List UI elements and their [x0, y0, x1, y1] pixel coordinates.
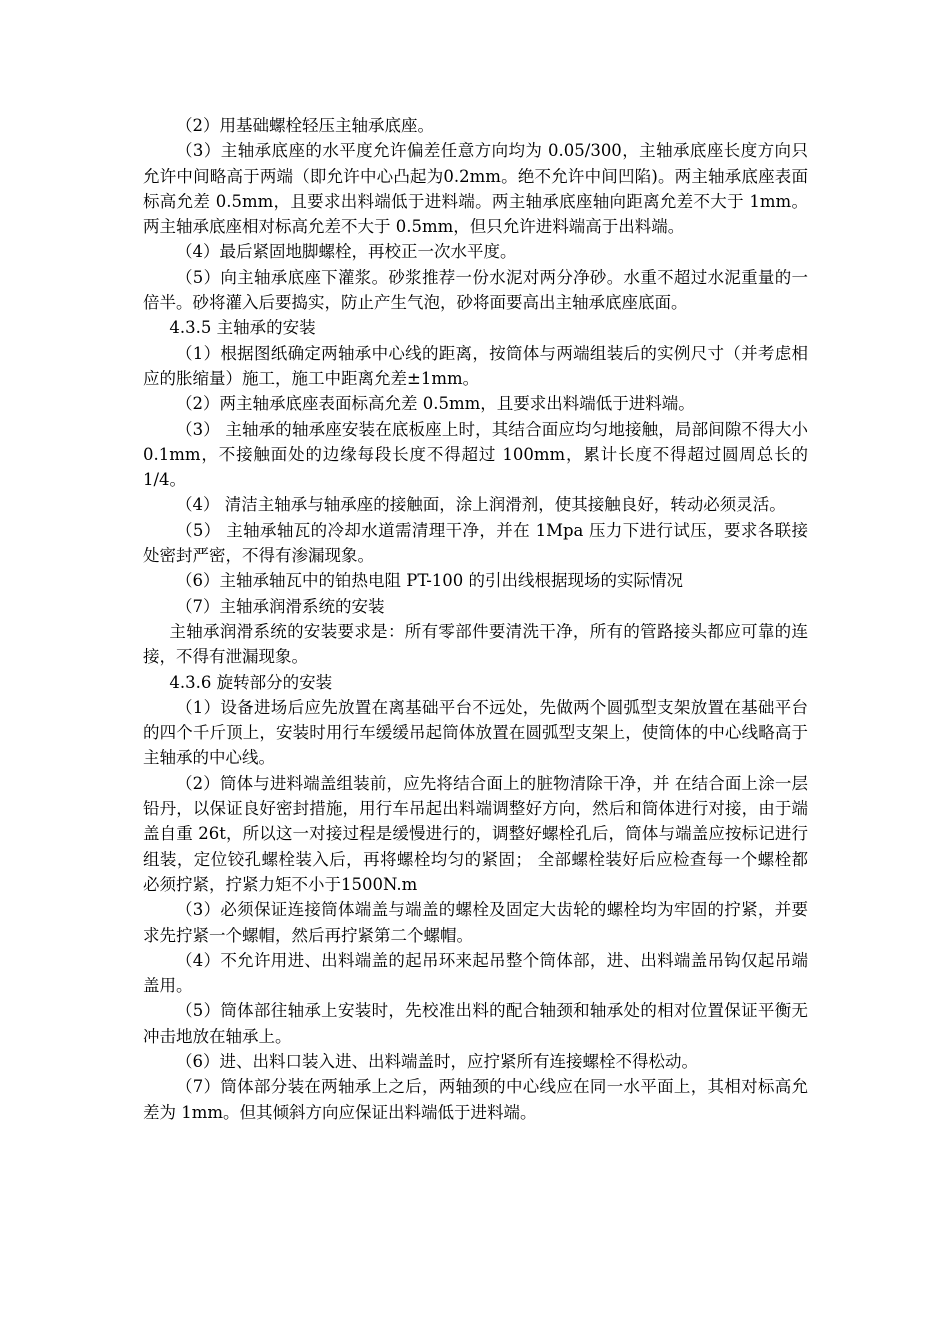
paragraph: （7）主轴承润滑系统的安装	[176, 596, 385, 616]
paragraph: （4）最后紧固地脚螺栓，再校正一次水平度。	[176, 242, 517, 262]
document-page	[143, 113, 808, 1125]
paragraph: （3） 主轴承的轴承座安装在底板座上时，其结合面应均匀地接触，局部间隙不得大小 0.1mm，不接触面处的边缘每段长度不得超过 100mm，累计长度不得超过圆周总长的 1/4。	[143, 419, 808, 490]
paragraph: （6）主轴承轴瓦中的铂热电阻 PT-100 的引出线根据现场的实际情况	[176, 571, 684, 591]
paragraph: （7）筒体部分装在两轴承上之后，两轴颈的中心线应在同一水平面上，其相对标高允差为 1mm。但其倾斜方向应保证出料端低于进料端。	[143, 1077, 808, 1122]
paragraph: （1）设备进场后应先放置在离基础平台不远处，先做两个圆弧型支架放置在基础平台的四个千斤顶上，安装时用行车缓缓吊起筒体放置在圆弧型支架上，使筒体的中心线略高于主轴承的中心线。	[143, 697, 808, 768]
paragraph: （2）筒体与进料端盖组装前，应先将结合面上的脏物清除干净，并 在结合面上涂一层铅丹，以保证良好密封措施，用行车吊起出料端调整好方向，然后和筒体进行对接，由于端盖自重 26t，所以这一对接过程是缓慢进行的，调整好螺栓孔后，筒体与端盖应按标记进行组装，定位铰孔螺栓装入后，再将螺栓均匀的紧固； 全部螺栓装好后应检查每一个螺栓都必须拧紧，拧紧力矩不小于1500N.m	[143, 773, 808, 894]
paragraph: （5）向主轴承底座下灌浆。砂浆推荐一份水泥对两分净砂。水重不超过水泥重量的一倍半。砂将灌入后要捣实，防止产生气泡，砂将面要高出主轴承底座底面。	[143, 267, 808, 313]
paragraph: （4）不允许用进、出料端盖的起吊环来起吊整个筒体部，进、出料端盖吊钩仅起吊端盖用。	[143, 950, 808, 996]
paragraph: （5） 主轴承轴瓦的冷却水道需清理干净，并在 1Mpa 压力下进行试压，要求各联接处密封严密，不得有渗漏现象。	[143, 520, 808, 566]
paragraph: （3）主轴承底座的水平度允许偏差任意方向均为 0.05/300，主轴承底座长度方向只允许中间略高于两端（即允许中心凸起为0.2mm。绝不允许中间凹陷)。两主轴承底座表面标高允差 0.5mm，且要求出料端低于进料端。两主轴承底座轴向距离允差不大于 1mm。两主轴承底座相对标高允差不大于 0.5mm，但只允许进料端高于出料端。	[143, 141, 808, 237]
paragraph: （2）两主轴承底座表面标高允差 0.5mm，且要求出料端低于进料端。	[176, 394, 695, 414]
paragraph: 主轴承润滑系统的安装要求是：所有零部件要清洗干净，所有的管路接头都应可靠的连接，不得有泄漏现象。	[143, 621, 808, 667]
paragraph: （4） 清洁主轴承与轴承座的接触面，涂上润滑剂，使其接触良好，转动必须灵活。	[176, 495, 786, 515]
paragraph: （2）用基础螺栓轻压主轴承底座。	[176, 116, 434, 135]
paragraph: （5）筒体部往轴承上安装时，先校准出料的配合轴颈和轴承处的相对位置保证平衡无冲击地放在轴承上。	[143, 1001, 808, 1046]
section-heading: 4.3.5 主轴承的安装	[169, 318, 316, 338]
paragraph: （1）根据图纸确定两轴承中心线的距离，按筒体与两端组装后的实例尺寸（并考虑相应的胀缩量）施工，施工中距离允差±1mm。	[143, 343, 808, 388]
paragraph: （6）进、出料口装入进、出料端盖时，应拧紧所有连接螺栓不得松动。	[176, 1051, 698, 1071]
section-heading: 4.3.6 旋转部分的安装	[169, 672, 333, 692]
paragraph: （3）必须保证连接筒体端盖与端盖的螺栓及固定大齿轮的螺栓均为牢固的拧紧，并要求先拧紧一个螺帽，然后再拧紧第二个螺帽。	[143, 900, 808, 945]
